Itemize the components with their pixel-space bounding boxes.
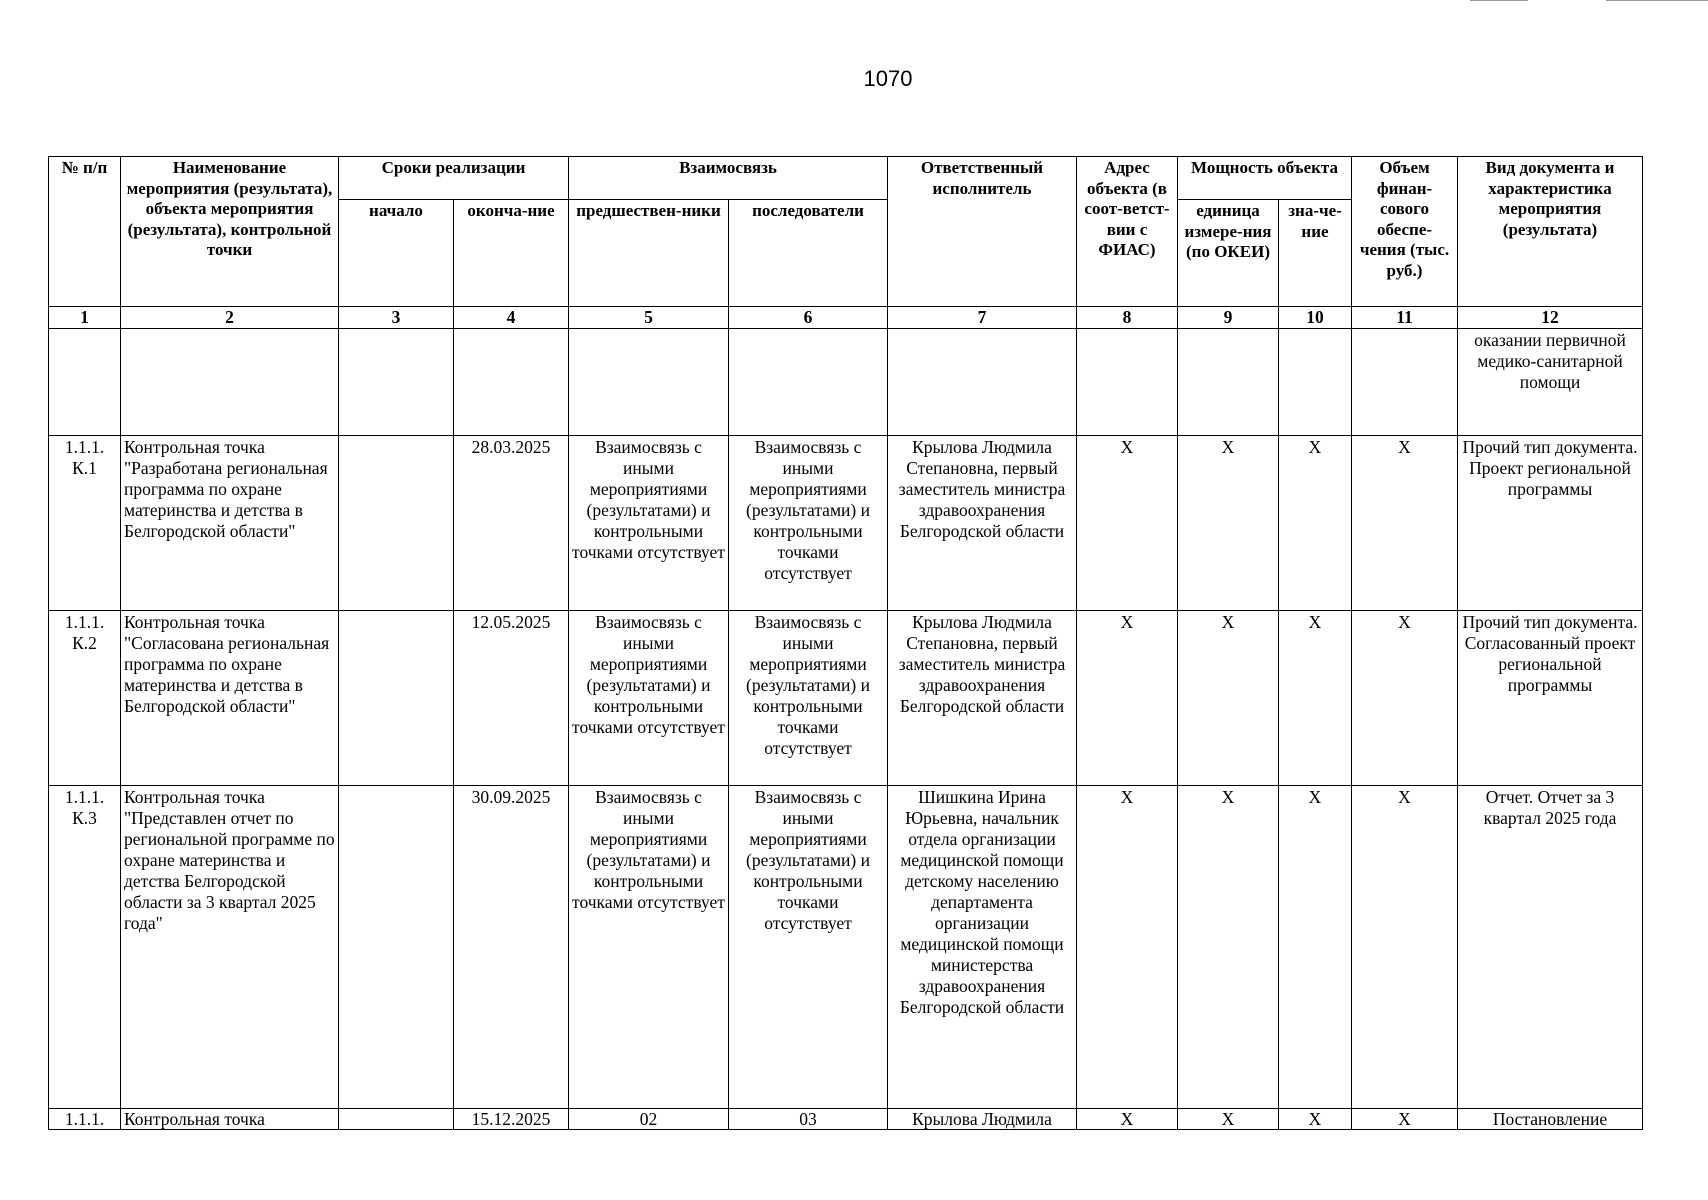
cell-predecessors: 02	[569, 1109, 729, 1130]
column-number: 7	[888, 307, 1077, 329]
header-value: зна-че-ние	[1279, 200, 1352, 307]
cell-name: Контрольная точка "Согласована региональная программа по охране материнства и детства в Белгородской области"	[121, 611, 339, 786]
header-responsible: Ответственный исполнитель	[888, 157, 1077, 307]
cell-end: 28.03.2025	[454, 436, 569, 611]
cell-predecessors: Взаимосвязь с иными мероприятиями (результатами) и контрольными точками отсутствует	[569, 786, 729, 1109]
column-number: 4	[454, 307, 569, 329]
cell-num: 1.1.1. К.2	[49, 611, 121, 786]
cell-unit: X	[1178, 436, 1279, 611]
cell-doc-type: Постановление	[1458, 1109, 1643, 1130]
header-address: Адрес объекта (в соот-ветст-вии с ФИАС)	[1077, 157, 1178, 307]
cell-value: X	[1279, 611, 1352, 786]
cell-predecessors	[569, 329, 729, 436]
cell-start	[339, 1109, 454, 1130]
cell-end: 30.09.2025	[454, 786, 569, 1109]
column-number: 8	[1077, 307, 1178, 329]
cell-volume: X	[1352, 786, 1458, 1109]
cell-predecessors: Взаимосвязь с иными мероприятиями (результатами) и контрольными точками отсутствует	[569, 436, 729, 611]
cell-responsible: Шишкина Ирина Юрьевна, начальник отдела организации медицинской помощи детскому населению департамента организации медицинской помощи министерства здравоохранения Белгородской области	[888, 786, 1077, 1109]
cell-address: X	[1077, 786, 1178, 1109]
header-row-top	[49, 157, 1643, 200]
header-num: № п/п	[49, 157, 121, 307]
header-unit: единица измере-ния (по ОКЕИ)	[1178, 200, 1279, 307]
table-row-k4	[49, 1109, 1643, 1130]
cell-successors: 03	[729, 1109, 888, 1130]
cell-doc-type: Отчет. Отчет за 3 квартал 2025 года	[1458, 786, 1643, 1109]
cell-name: Контрольная точка	[121, 1109, 339, 1130]
column-number: 1	[49, 307, 121, 329]
scan-edge-line-right	[1606, 0, 1708, 1]
cell-unit	[1178, 329, 1279, 436]
cell-address: X	[1077, 436, 1178, 611]
cell-volume: X	[1352, 611, 1458, 786]
header-start: начало	[339, 200, 454, 307]
table-row-k3	[49, 786, 1643, 1109]
cell-doc-type: Прочий тип документа. Согласованный проект региональной программы	[1458, 611, 1643, 786]
header-predecessors: предшествен-ники	[569, 200, 729, 307]
cell-num	[49, 329, 121, 436]
table-row-k1	[49, 436, 1643, 611]
cell-name	[121, 329, 339, 436]
cell-successors	[729, 329, 888, 436]
cell-num: 1.1.1. К.1	[49, 436, 121, 611]
cell-num: 1.1.1. К.3	[49, 786, 121, 1109]
column-number: 6	[729, 307, 888, 329]
cell-responsible	[888, 329, 1077, 436]
column-number: 9	[1178, 307, 1279, 329]
header-name: Наименование мероприятия (результата), объекта мероприятия (результата), контрольной точки	[121, 157, 339, 307]
cell-start	[339, 436, 454, 611]
cell-num: 1.1.1.	[49, 1109, 121, 1130]
header-doc-type: Вид документа и характеристика мероприятия (результата)	[1458, 157, 1643, 307]
cell-doc-type: Прочий тип документа. Проект региональной программы	[1458, 436, 1643, 611]
header-successors: последователи	[729, 200, 888, 307]
cell-start	[339, 611, 454, 786]
column-number: 11	[1352, 307, 1458, 329]
cell-address: X	[1077, 1109, 1178, 1130]
cell-value: X	[1279, 786, 1352, 1109]
page-number: 1070	[863, 66, 913, 91]
column-number: 10	[1279, 307, 1352, 329]
table-row-continuation	[49, 329, 1643, 436]
cell-end	[454, 329, 569, 436]
column-number: 12	[1458, 307, 1643, 329]
cell-address	[1077, 329, 1178, 436]
cell-successors: Взаимосвязь с иными мероприятиями (результатами) и контрольными точками отсутствует	[729, 436, 888, 611]
cell-unit: X	[1178, 786, 1279, 1109]
cell-name: Контрольная точка "Представлен отчет по региональной программе по охране материнства и детства Белгородской области за 3 квартал 2025 года"	[121, 786, 339, 1109]
cell-doc-type: оказании первичной медико-санитарной помощи	[1458, 329, 1643, 436]
cell-responsible: Крылова Людмила	[888, 1109, 1077, 1130]
cell-responsible: Крылова Людмила Степановна, первый заместитель министра здравоохранения Белгородской области	[888, 611, 1077, 786]
cell-end: 12.05.2025	[454, 611, 569, 786]
cell-responsible: Крылова Людмила Степановна, первый заместитель министра здравоохранения Белгородской области	[888, 436, 1077, 611]
cell-volume: X	[1352, 436, 1458, 611]
header-end: оконча-ние	[454, 200, 569, 307]
cell-end: 15.12.2025	[454, 1109, 569, 1130]
cell-successors: Взаимосвязь с иными мероприятиями (результатами) и контрольными точками отсутствует	[729, 611, 888, 786]
events-table	[48, 156, 1643, 1130]
column-number: 5	[569, 307, 729, 329]
header-capacity: Мощность объекта	[1178, 157, 1352, 200]
cell-volume: X	[1352, 1109, 1458, 1130]
cell-successors: Взаимосвязь с иными мероприятиями (результатами) и контрольными точками отсутствует	[729, 786, 888, 1109]
table-row-k2	[49, 611, 1643, 786]
column-number: 3	[339, 307, 454, 329]
cell-unit: X	[1178, 1109, 1279, 1130]
column-number: 2	[121, 307, 339, 329]
cell-address: X	[1077, 611, 1178, 786]
cell-unit: X	[1178, 611, 1279, 786]
scan-edge-line	[1470, 0, 1528, 1]
cell-name: Контрольная точка "Разработана региональная программа по охране материнства и детства в Белгородской области"	[121, 436, 339, 611]
header-terms: Сроки реализации	[339, 157, 569, 200]
column-number-row	[49, 307, 1643, 329]
cell-start	[339, 786, 454, 1109]
cell-value: X	[1279, 436, 1352, 611]
cell-predecessors: Взаимосвязь с иными мероприятиями (результатами) и контрольными точками отсутствует	[569, 611, 729, 786]
header-link: Взаимосвязь	[569, 157, 888, 200]
cell-value: X	[1279, 1109, 1352, 1130]
header-volume: Объем финан-сового обеспе-чения (тыс. руб.)	[1352, 157, 1458, 307]
cell-start	[339, 329, 454, 436]
cell-value	[1279, 329, 1352, 436]
cell-volume	[1352, 329, 1458, 436]
